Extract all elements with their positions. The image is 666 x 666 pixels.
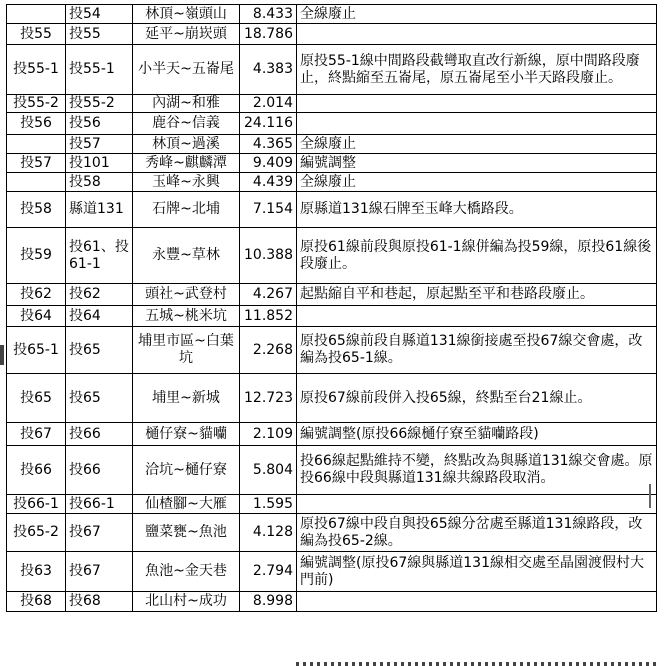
table-row (7, 154, 657, 173)
cell-old: 投58 (7, 192, 66, 228)
cell-km: 1.595 (240, 495, 297, 514)
left-edge-marker (0, 345, 4, 365)
cell-section: 洽坑~樋仔寮 (133, 446, 240, 495)
cell-section: 北山村~成功 (133, 592, 240, 612)
cell-old: 投59 (7, 228, 66, 284)
cell-note: 編號調整(原投67線與縣道131線相交處至晶園渡假村大門前) (297, 552, 657, 592)
cell-note: 原投65線前段自縣道131線銜接處至投67線交會處，改編為投65-1線。 (297, 327, 657, 374)
cell-section: 鹽菜甕~魚池 (133, 514, 240, 552)
cell-km: 12.723 (240, 374, 297, 423)
cell-section: 秀峰~麒麟潭 (133, 154, 240, 173)
cell-note (297, 95, 657, 113)
cell-km: 11.852 (240, 306, 297, 327)
cell-new: 投54 (66, 5, 133, 24)
route-change-table (6, 4, 657, 612)
cell-section: 埔里市區~白葉坑 (133, 327, 240, 374)
cell-km: 2.268 (240, 327, 297, 374)
cell-km: 8.433 (240, 5, 297, 24)
table-row (7, 592, 657, 612)
cell-km: 5.804 (240, 446, 297, 495)
table-row (7, 374, 657, 423)
cell-km: 2.014 (240, 95, 297, 113)
cell-section: 頭社~武登村 (133, 284, 240, 306)
cell-section: 小半天~五崙尾 (133, 45, 240, 95)
cell-section: 樋仔寮~貓囒 (133, 423, 240, 446)
table-row (7, 284, 657, 306)
cell-note: 編號調整(原投66線樋仔寮至貓囒路段) (297, 423, 657, 446)
cell-section: 內湖~和雅 (133, 95, 240, 113)
cell-new: 投56 (66, 113, 133, 135)
cut-off-text-edge (296, 662, 656, 666)
cell-new: 投55 (66, 24, 133, 45)
cell-section: 永豐~草林 (133, 228, 240, 284)
cell-new: 投64 (66, 306, 133, 327)
cell-note: 全線廢止 (297, 135, 657, 154)
cell-old: 投63 (7, 552, 66, 592)
cell-old (7, 5, 66, 24)
cell-old: 投55 (7, 24, 66, 45)
table-row (7, 495, 657, 514)
table-row (7, 5, 657, 24)
table-row (7, 45, 657, 95)
cell-note: 投66線起點維持不變，終點改為與縣道131線交會處。原投66線中段與縣道131線共線路段取消。 (297, 446, 657, 495)
cell-old: 投64 (7, 306, 66, 327)
cell-new: 投67 (66, 552, 133, 592)
cell-old: 投68 (7, 592, 66, 612)
cell-new: 投61、投61-1 (66, 228, 133, 284)
cell-new: 投66 (66, 446, 133, 495)
cell-section: 仙楂腳~大雁 (133, 495, 240, 514)
cell-section: 延平~崩崁頭 (133, 24, 240, 45)
cell-new: 投55-1 (66, 45, 133, 95)
table-row (7, 24, 657, 45)
cell-old: 投67 (7, 423, 66, 446)
cell-old: 投65 (7, 374, 66, 423)
cell-old (7, 135, 66, 154)
cell-new: 投65 (66, 327, 133, 374)
table-row (7, 552, 657, 592)
cell-new: 縣道131 (66, 192, 133, 228)
cell-km: 4.365 (240, 135, 297, 154)
scroll-marker (649, 484, 651, 508)
cell-old: 投57 (7, 154, 66, 173)
cell-note: 原投61線前段與原投61-1線併編為投59線，原投61線後段廢止。 (297, 228, 657, 284)
cell-old: 投65-1 (7, 327, 66, 374)
cell-new: 投68 (66, 592, 133, 612)
cell-new: 投62 (66, 284, 133, 306)
table-row (7, 446, 657, 495)
cell-km: 7.154 (240, 192, 297, 228)
cell-section: 玉峰~永興 (133, 173, 240, 192)
cell-note: 原投67線中段自與投65線分岔處至縣道131線路段，改編為投65-2線。 (297, 514, 657, 552)
cell-note (297, 495, 657, 514)
table-row (7, 173, 657, 192)
cell-note: 全線廢止 (297, 5, 657, 24)
cell-km: 4.267 (240, 284, 297, 306)
table-row (7, 228, 657, 284)
table-row (7, 327, 657, 374)
table-row (7, 514, 657, 552)
cell-new: 投66 (66, 423, 133, 446)
table-row (7, 306, 657, 327)
cell-old: 投66 (7, 446, 66, 495)
cell-old: 投55-1 (7, 45, 66, 95)
cell-section: 林頂~嶺頭山 (133, 5, 240, 24)
cell-km: 9.409 (240, 154, 297, 173)
table-row (7, 113, 657, 135)
cell-new: 投55-2 (66, 95, 133, 113)
cell-note (297, 592, 657, 612)
cell-old: 投56 (7, 113, 66, 135)
cell-new: 投58 (66, 173, 133, 192)
table-row (7, 192, 657, 228)
cell-km: 4.439 (240, 173, 297, 192)
table-row (7, 423, 657, 446)
cell-km: 4.128 (240, 514, 297, 552)
cell-km: 10.388 (240, 228, 297, 284)
cell-old (7, 173, 66, 192)
table-row (7, 95, 657, 113)
cell-note: 原縣道131線石牌至玉峰大橋路段。 (297, 192, 657, 228)
cell-km: 2.109 (240, 423, 297, 446)
cell-km: 8.998 (240, 592, 297, 612)
cell-section: 埔里~新城 (133, 374, 240, 423)
cell-section: 林頂~過溪 (133, 135, 240, 154)
cell-note (297, 113, 657, 135)
cell-note: 編號調整 (297, 154, 657, 173)
cell-km: 18.786 (240, 24, 297, 45)
cell-note: 原投55-1線中間路段截彎取直改行新線，原中間路段廢止，終點縮至五崙尾，原五崙尾至小半天路段廢止。 (297, 45, 657, 95)
cell-note: 全線廢止 (297, 173, 657, 192)
cell-old: 投62 (7, 284, 66, 306)
cell-note (297, 306, 657, 327)
cell-note: 起點縮自平和巷起，原起點至平和巷路段廢止。 (297, 284, 657, 306)
cell-old: 投65-2 (7, 514, 66, 552)
cell-old: 投55-2 (7, 95, 66, 113)
cell-old: 投66-1 (7, 495, 66, 514)
cell-note: 原投67線前段併入投65線，終點至台21線止。 (297, 374, 657, 423)
cell-km: 4.383 (240, 45, 297, 95)
cell-section: 魚池~金天巷 (133, 552, 240, 592)
cell-new: 投57 (66, 135, 133, 154)
cell-note (297, 24, 657, 45)
cell-km: 24.116 (240, 113, 297, 135)
cell-section: 五城~桃米坑 (133, 306, 240, 327)
cell-new: 投67 (66, 514, 133, 552)
cell-section: 石牌~北埔 (133, 192, 240, 228)
table-row (7, 135, 657, 154)
cell-section: 鹿谷~信義 (133, 113, 240, 135)
cell-new: 投101 (66, 154, 133, 173)
cell-new: 投65 (66, 374, 133, 423)
cell-km: 2.794 (240, 552, 297, 592)
cell-new: 投66-1 (66, 495, 133, 514)
